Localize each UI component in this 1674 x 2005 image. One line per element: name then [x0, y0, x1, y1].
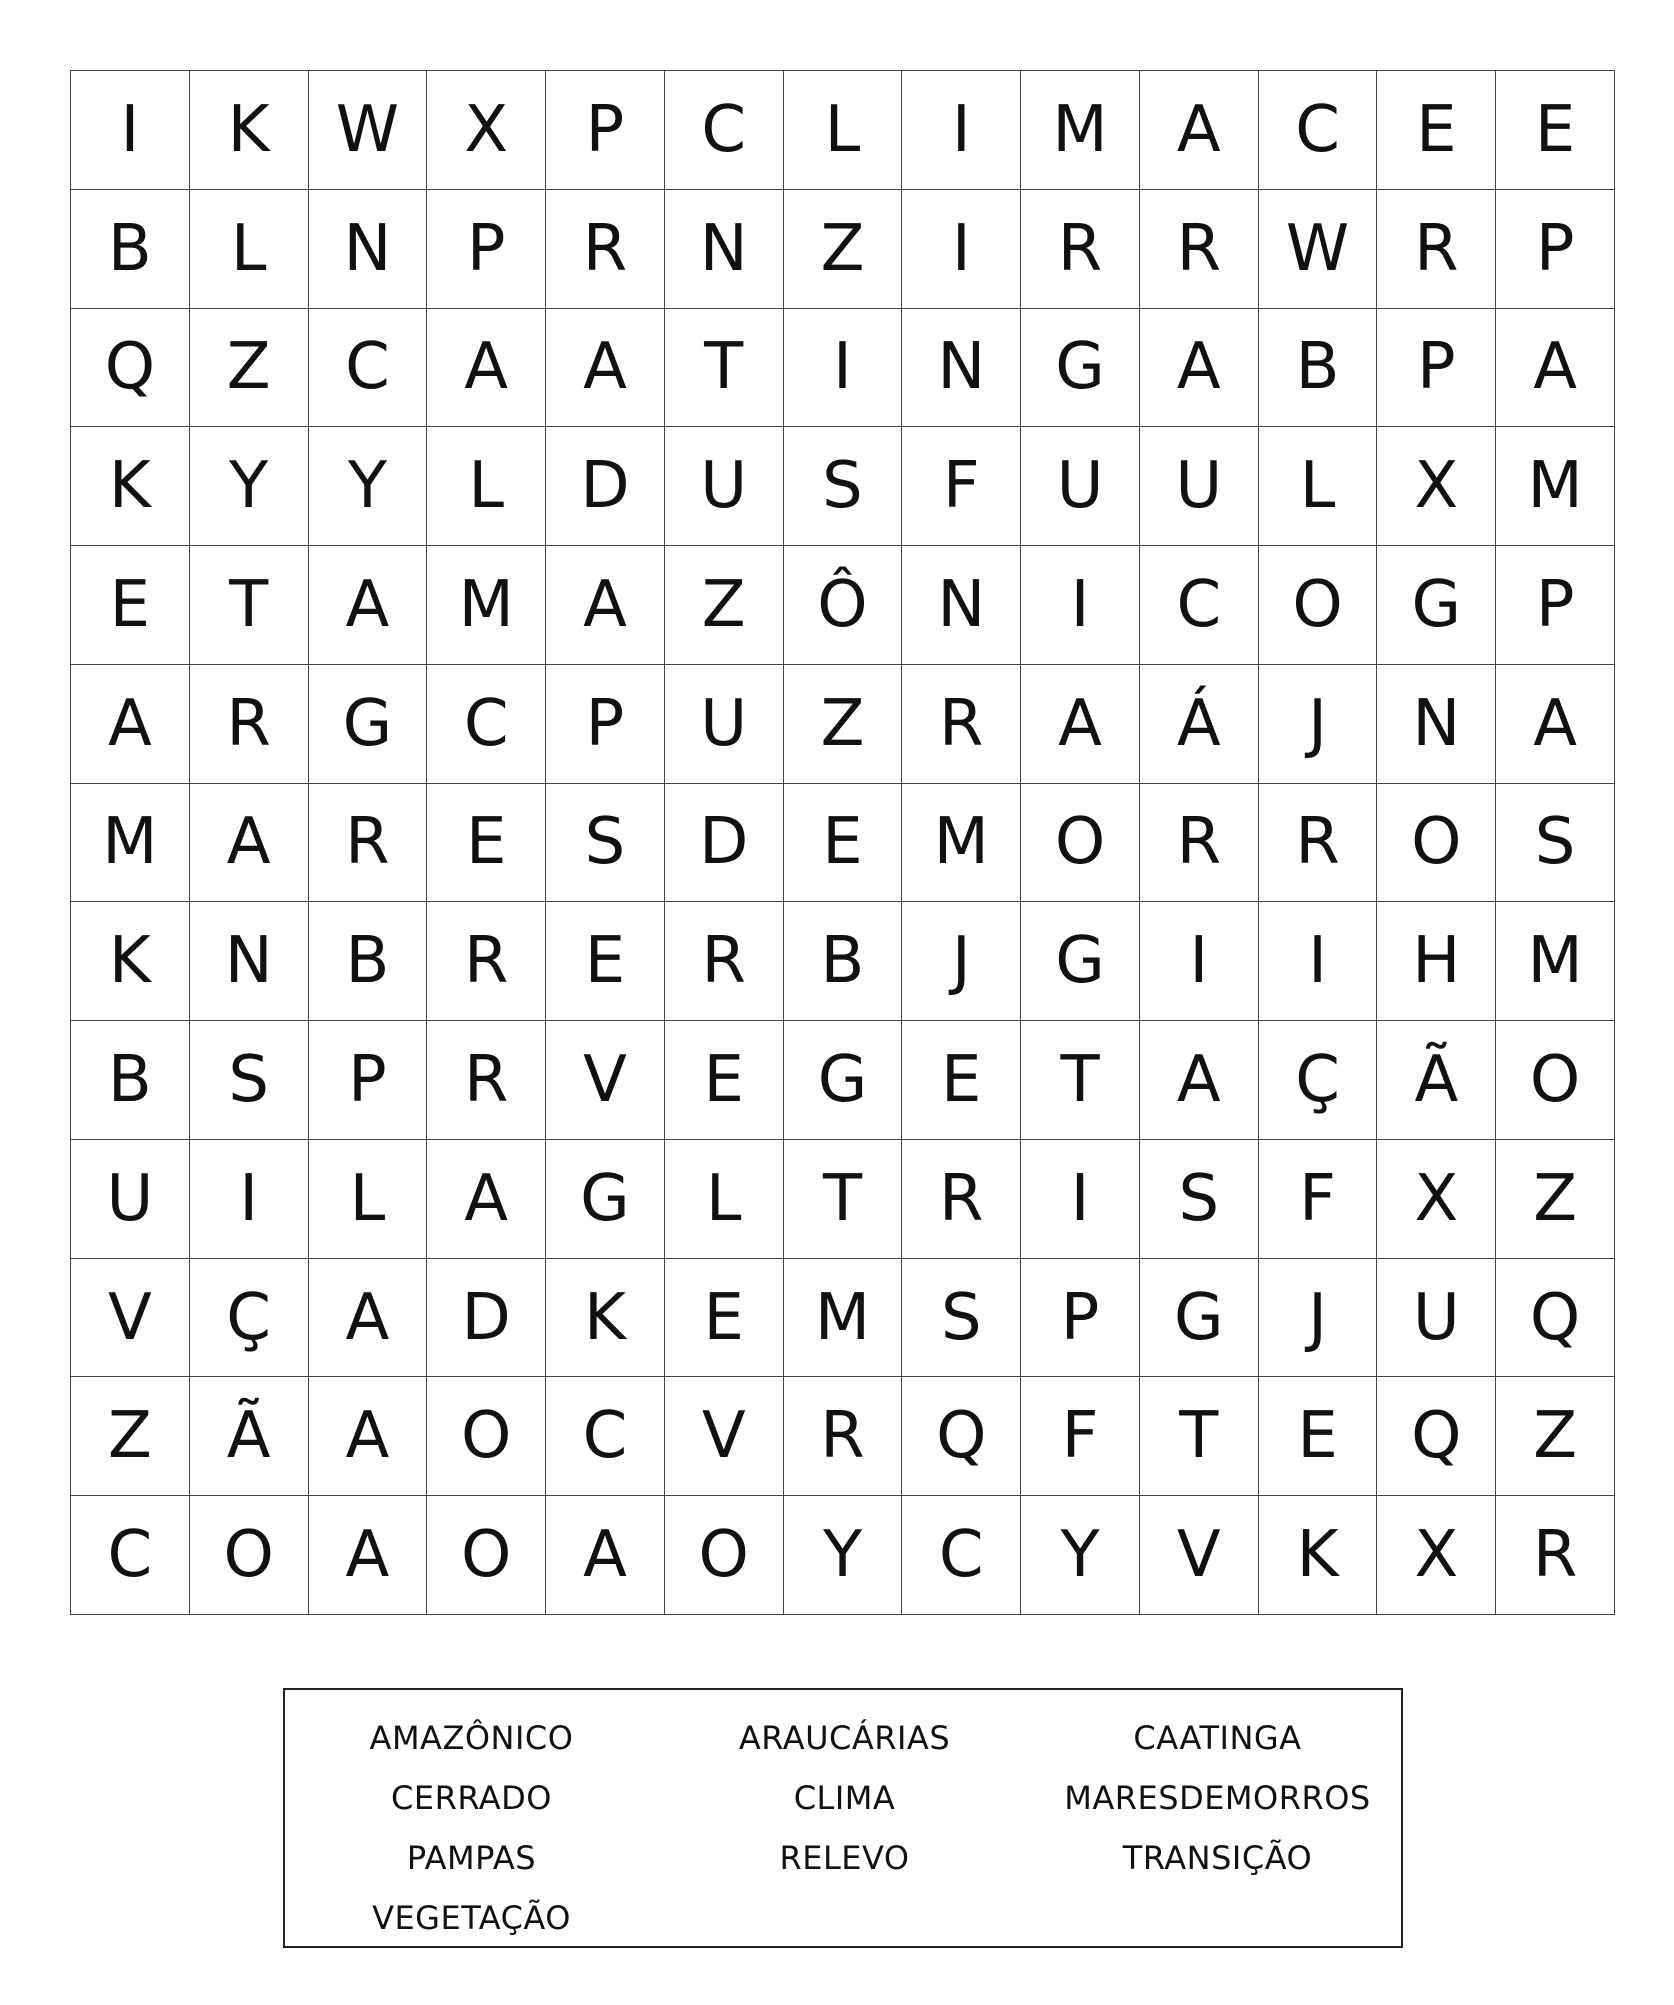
grid-cell[interactable]: A: [546, 546, 665, 665]
grid-cell[interactable]: N: [902, 546, 1021, 665]
grid-cell[interactable]: E: [1496, 71, 1615, 190]
grid-cell[interactable]: R: [1140, 190, 1259, 309]
grid-cell[interactable]: L: [784, 71, 903, 190]
grid-cell[interactable]: T: [190, 546, 309, 665]
grid-cell[interactable]: A: [309, 1377, 428, 1496]
grid-cell[interactable]: M: [1496, 902, 1615, 1021]
word-araucarias: ARAUCÁRIAS: [738, 1719, 951, 1757]
grid-cell[interactable]: O: [1377, 784, 1496, 903]
grid-cell[interactable]: G: [1021, 902, 1140, 1021]
grid-cell[interactable]: E: [546, 902, 665, 1021]
grid-cell[interactable]: I: [71, 71, 190, 190]
grid-cell[interactable]: Y: [784, 1496, 903, 1615]
grid-cell[interactable]: R: [546, 190, 665, 309]
grid-cell[interactable]: I: [1140, 902, 1259, 1021]
grid-cell[interactable]: K: [71, 427, 190, 546]
grid-cell[interactable]: R: [190, 665, 309, 784]
grid-cell[interactable]: Y: [190, 427, 309, 546]
grid-cell[interactable]: O: [665, 1496, 784, 1615]
word-relevo: RELEVO: [779, 1839, 910, 1877]
grid-cell[interactable]: S: [902, 1259, 1021, 1378]
grid-cell[interactable]: Ç: [1259, 1021, 1378, 1140]
grid-cell[interactable]: Q: [71, 309, 190, 428]
grid-cell[interactable]: E: [1259, 1377, 1378, 1496]
grid-cell[interactable]: G: [784, 1021, 903, 1140]
grid-cell[interactable]: R: [902, 1140, 1021, 1259]
grid-cell[interactable]: Z: [71, 1377, 190, 1496]
grid-cell[interactable]: A: [1140, 1021, 1259, 1140]
grid-cell[interactable]: J: [1259, 1259, 1378, 1378]
grid-cell[interactable]: O: [1021, 784, 1140, 903]
grid-cell[interactable]: R: [902, 665, 1021, 784]
grid-cell[interactable]: A: [1021, 665, 1140, 784]
grid-cell[interactable]: P: [546, 665, 665, 784]
grid-cell[interactable]: F: [1259, 1140, 1378, 1259]
grid-cell[interactable]: C: [309, 309, 428, 428]
grid-cell[interactable]: L: [190, 190, 309, 309]
grid-cell[interactable]: E: [1377, 71, 1496, 190]
grid-cell[interactable]: A: [427, 1140, 546, 1259]
grid-cell[interactable]: A: [309, 1496, 428, 1615]
grid-cell[interactable]: R: [309, 784, 428, 903]
grid-cell[interactable]: A: [71, 665, 190, 784]
grid-cell[interactable]: C: [1259, 71, 1378, 190]
grid-cell[interactable]: R: [427, 902, 546, 1021]
grid-cell[interactable]: I: [1259, 902, 1378, 1021]
word-vegetacao: VEGETAÇÃO: [372, 1899, 571, 1937]
grid-cell[interactable]: X: [1377, 1496, 1496, 1615]
grid-cell[interactable]: X: [1377, 1140, 1496, 1259]
grid-cell[interactable]: A: [1496, 309, 1615, 428]
grid-cell[interactable]: Z: [665, 546, 784, 665]
grid-cell[interactable]: B: [1259, 309, 1378, 428]
grid-cell[interactable]: M: [427, 546, 546, 665]
grid-cell[interactable]: D: [427, 1259, 546, 1378]
grid-cell[interactable]: Z: [1496, 1140, 1615, 1259]
grid-cell[interactable]: Z: [784, 665, 903, 784]
grid-cell[interactable]: C: [427, 665, 546, 784]
grid-cell[interactable]: P: [309, 1021, 428, 1140]
grid-cell[interactable]: B: [309, 902, 428, 1021]
grid-cell[interactable]: N: [902, 309, 1021, 428]
word-pampas: PAMPAS: [406, 1839, 537, 1877]
grid-cell[interactable]: P: [1496, 190, 1615, 309]
grid-cell[interactable]: Z: [1496, 1377, 1615, 1496]
word-transicao: TRANSIÇÃO: [1122, 1839, 1313, 1877]
grid-cell[interactable]: M: [902, 784, 1021, 903]
grid-cell[interactable]: Q: [902, 1377, 1021, 1496]
grid-cell[interactable]: D: [665, 784, 784, 903]
grid-cell[interactable]: Ç: [190, 1259, 309, 1378]
grid-cell[interactable]: R: [1377, 190, 1496, 309]
grid-cell[interactable]: K: [71, 902, 190, 1021]
grid-cell[interactable]: L: [309, 1140, 428, 1259]
grid-cell[interactable]: I: [784, 309, 903, 428]
grid-cell[interactable]: R: [427, 1021, 546, 1140]
grid-cell[interactable]: I: [190, 1140, 309, 1259]
grid-cell[interactable]: U: [1021, 427, 1140, 546]
grid-cell[interactable]: M: [1021, 71, 1140, 190]
grid-cell[interactable]: C: [902, 1496, 1021, 1615]
grid-cell[interactable]: Q: [1377, 1377, 1496, 1496]
grid-cell[interactable]: T: [1021, 1021, 1140, 1140]
grid-cell[interactable]: R: [1021, 190, 1140, 309]
grid-cell[interactable]: T: [665, 309, 784, 428]
grid-cell[interactable]: G: [1140, 1259, 1259, 1378]
grid-cell[interactable]: V: [665, 1377, 784, 1496]
grid-cell[interactable]: Á: [1140, 665, 1259, 784]
grid-cell[interactable]: C: [665, 71, 784, 190]
word-cerrado: CERRADO: [391, 1779, 552, 1817]
grid-cell[interactable]: G: [546, 1140, 665, 1259]
grid-cell[interactable]: V: [546, 1021, 665, 1140]
grid-cell[interactable]: N: [665, 190, 784, 309]
grid-cell[interactable]: E: [71, 546, 190, 665]
grid-cell[interactable]: S: [546, 784, 665, 903]
grid-cell[interactable]: U: [665, 427, 784, 546]
grid-cell[interactable]: B: [71, 190, 190, 309]
grid-cell[interactable]: A: [1140, 309, 1259, 428]
grid-cell[interactable]: G: [1377, 546, 1496, 665]
grid-cell[interactable]: E: [427, 784, 546, 903]
letter-grid: [70, 70, 1615, 1615]
word-bank-column-1: [285, 1708, 658, 1948]
grid-cell[interactable]: H: [1377, 902, 1496, 1021]
grid-cell[interactable]: F: [902, 427, 1021, 546]
grid-cell[interactable]: S: [784, 427, 903, 546]
grid-cell[interactable]: I: [902, 190, 1021, 309]
grid-cell[interactable]: O: [1259, 546, 1378, 665]
grid-cell[interactable]: R: [1259, 784, 1378, 903]
grid-cell[interactable]: O: [427, 1377, 546, 1496]
grid-cell[interactable]: U: [1140, 427, 1259, 546]
word-bank-column-2: [658, 1708, 1031, 1888]
grid-cell[interactable]: Y: [309, 427, 428, 546]
grid-cell[interactable]: Z: [190, 309, 309, 428]
grid-cell[interactable]: A: [309, 546, 428, 665]
grid-cell[interactable]: E: [902, 1021, 1021, 1140]
grid-cell[interactable]: R: [1496, 1496, 1615, 1615]
grid-cell[interactable]: M: [784, 1259, 903, 1378]
grid-cell[interactable]: N: [190, 902, 309, 1021]
grid-cell[interactable]: N: [309, 190, 428, 309]
grid-cell[interactable]: K: [546, 1259, 665, 1378]
word-bank-column-3: [1031, 1708, 1404, 1888]
grid-cell[interactable]: Y: [1021, 1496, 1140, 1615]
grid-cell[interactable]: A: [1140, 71, 1259, 190]
grid-cell[interactable]: K: [190, 71, 309, 190]
grid-cell[interactable]: O: [427, 1496, 546, 1615]
grid-cell[interactable]: C: [1140, 546, 1259, 665]
grid-cell[interactable]: A: [1496, 665, 1615, 784]
grid-cell[interactable]: N: [1377, 665, 1496, 784]
grid-cell[interactable]: B: [71, 1021, 190, 1140]
grid-cell[interactable]: D: [546, 427, 665, 546]
grid-cell[interactable]: F: [1021, 1377, 1140, 1496]
grid-cell[interactable]: W: [309, 71, 428, 190]
grid-cell[interactable]: X: [1377, 427, 1496, 546]
grid-cell[interactable]: V: [1140, 1496, 1259, 1615]
grid-cell[interactable]: E: [784, 784, 903, 903]
grid-cell[interactable]: R: [1140, 784, 1259, 903]
grid-cell[interactable]: Ã: [190, 1377, 309, 1496]
grid-cell[interactable]: S: [190, 1021, 309, 1140]
grid-cell[interactable]: Q: [1496, 1259, 1615, 1378]
grid-cell[interactable]: T: [1140, 1377, 1259, 1496]
grid-cell[interactable]: L: [1259, 427, 1378, 546]
word-caatinga: CAATINGA: [1133, 1719, 1302, 1757]
grid-cell[interactable]: K: [1259, 1496, 1378, 1615]
grid-cell[interactable]: P: [1377, 309, 1496, 428]
grid-cell[interactable]: Z: [784, 190, 903, 309]
grid-cell[interactable]: C: [546, 1377, 665, 1496]
grid-cell[interactable]: P: [1496, 546, 1615, 665]
grid-cell[interactable]: L: [665, 1140, 784, 1259]
grid-cell[interactable]: R: [665, 902, 784, 1021]
grid-cell[interactable]: R: [784, 1377, 903, 1496]
grid-cell[interactable]: I: [902, 71, 1021, 190]
grid-cell[interactable]: P: [546, 71, 665, 190]
grid-cell[interactable]: J: [1259, 665, 1378, 784]
grid-cell[interactable]: V: [71, 1259, 190, 1378]
grid-cell[interactable]: T: [784, 1140, 903, 1259]
word-maresdemorros: MARESDEMORROS: [1064, 1779, 1371, 1817]
grid-cell[interactable]: G: [1021, 309, 1140, 428]
grid-cell[interactable]: Ô: [784, 546, 903, 665]
grid-cell[interactable]: P: [427, 190, 546, 309]
grid-cell[interactable]: U: [71, 1140, 190, 1259]
grid-cell[interactable]: A: [427, 309, 546, 428]
grid-cell[interactable]: L: [427, 427, 546, 546]
word-bank: [283, 1688, 1403, 1948]
word-amazonico: AMAZÔNICO: [369, 1719, 574, 1757]
grid-cell[interactable]: S: [1496, 784, 1615, 903]
grid-cell[interactable]: J: [902, 902, 1021, 1021]
grid-cell[interactable]: U: [665, 665, 784, 784]
grid-cell[interactable]: I: [1021, 1140, 1140, 1259]
grid-cell[interactable]: Ã: [1377, 1021, 1496, 1140]
word-clima: CLIMA: [793, 1779, 896, 1817]
grid-cell[interactable]: A: [546, 1496, 665, 1615]
grid-cell[interactable]: C: [71, 1496, 190, 1615]
grid-cell[interactable]: G: [309, 665, 428, 784]
grid-cell[interactable]: B: [784, 902, 903, 1021]
grid-cell[interactable]: E: [665, 1021, 784, 1140]
grid-cell[interactable]: W: [1259, 190, 1378, 309]
grid-cell[interactable]: M: [1496, 427, 1615, 546]
grid-cell[interactable]: A: [546, 309, 665, 428]
grid-cell[interactable]: A: [190, 784, 309, 903]
grid-cell[interactable]: S: [1140, 1140, 1259, 1259]
grid-cell[interactable]: E: [665, 1259, 784, 1378]
grid-cell[interactable]: M: [71, 784, 190, 903]
grid-cell[interactable]: O: [190, 1496, 309, 1615]
grid-cell[interactable]: U: [1377, 1259, 1496, 1378]
grid-cell[interactable]: A: [309, 1259, 428, 1378]
grid-cell[interactable]: O: [1496, 1021, 1615, 1140]
grid-cell[interactable]: I: [1021, 546, 1140, 665]
grid-cell[interactable]: P: [1021, 1259, 1140, 1378]
grid-cell[interactable]: X: [427, 71, 546, 190]
